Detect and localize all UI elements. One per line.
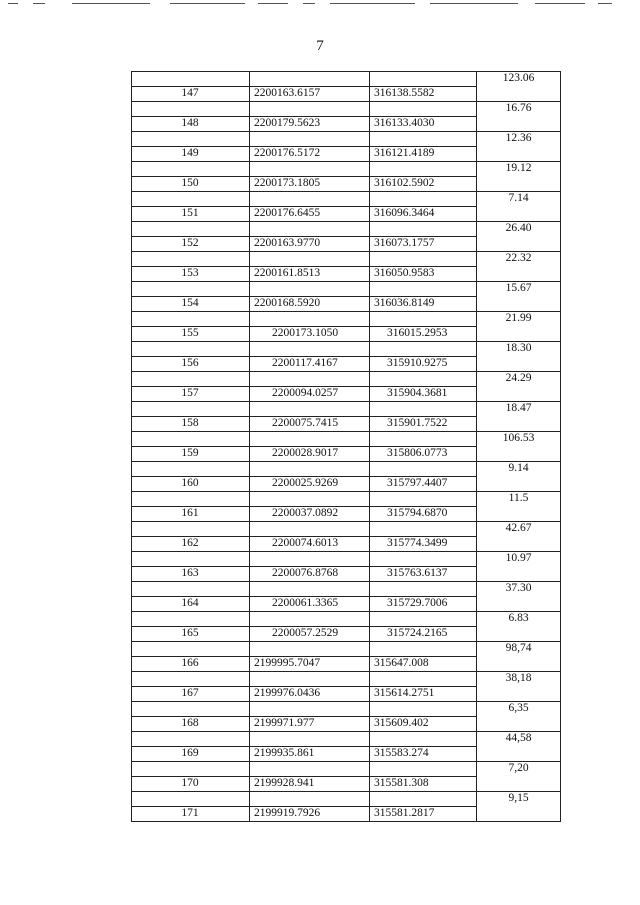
point-row [131,206,561,221]
point-number-cell: 170 [181,777,199,789]
point-row [131,596,561,611]
point-number-cell: 153 [181,267,199,279]
distance-row [131,521,561,536]
distance-cell: 18.47 [505,402,532,414]
y-coordinate-cell: 315806.0773 [387,447,448,459]
x-coordinate-cell: 2199976.0436 [254,687,321,699]
row-divider [131,146,476,147]
distance-cell: 16.76 [505,102,532,114]
page-number: 7 [316,38,324,54]
point-row [131,236,561,251]
x-coordinate-cell: 2199995.7047 [254,657,321,669]
distance-cell: 10.97 [505,552,532,564]
row-divider [131,236,476,237]
y-coordinate-cell: 315904.3681 [387,387,448,399]
row-divider [131,311,561,312]
point-row [131,626,561,641]
row-divider [131,536,476,537]
row-divider [131,641,561,642]
point-row [131,116,561,131]
row-divider [131,611,561,612]
distance-cell: 9,15 [508,792,529,804]
point-row [131,446,561,461]
distance-row [131,161,561,176]
x-coordinate-cell: 2199935.861 [254,747,315,759]
y-coordinate-cell: 315901.7522 [387,417,448,429]
distance-cell: 19.12 [505,162,532,174]
distance-cell: 18.30 [505,342,532,354]
point-number-cell: 168 [181,717,199,729]
point-number-cell: 165 [181,627,199,639]
point-number-cell: 171 [181,807,199,819]
row-divider [131,476,476,477]
x-coordinate-cell: 2200061.3365 [272,597,339,609]
row-divider [131,416,476,417]
row-divider [131,116,476,117]
row-divider [131,431,561,432]
row-divider [131,461,561,462]
distance-row [131,641,561,656]
x-coordinate-cell: 2200179.5623 [254,117,321,129]
y-coordinate-cell: 315794.6870 [387,507,448,519]
point-row [131,716,561,731]
distance-row [131,671,561,686]
distance-cell: 6,35 [508,702,529,714]
point-row [131,176,561,191]
row-divider [131,341,561,342]
row-divider [131,281,561,282]
distance-row [131,401,561,416]
distance-cell: 15.67 [505,282,532,294]
row-divider [131,371,561,372]
distance-row [131,431,561,446]
coordinates-table [131,71,561,821]
row-divider [131,491,561,492]
x-coordinate-cell: 2199919.7926 [254,807,321,819]
point-row [131,536,561,551]
distance-cell: 106.53 [502,432,535,444]
point-number-cell: 159 [181,447,199,459]
distance-cell: 38,18 [505,672,532,684]
distance-row [131,491,561,506]
point-number-cell: 149 [181,147,199,159]
row-divider [131,446,476,447]
row-divider [131,161,561,162]
point-number-cell: 160 [181,477,199,489]
x-coordinate-cell: 2199928.941 [254,777,315,789]
y-coordinate-cell: 316096.3464 [374,207,435,219]
x-coordinate-cell: 2199971.977 [254,717,315,729]
row-divider [131,326,476,327]
y-coordinate-cell: 316036.8149 [374,297,435,309]
distance-row [131,701,561,716]
row-divider [131,71,561,72]
y-coordinate-cell: 315583.274 [374,747,429,759]
row-divider [131,521,561,522]
row-divider [131,791,561,792]
x-coordinate-cell: 2200163.6157 [254,87,321,99]
row-divider [131,296,476,297]
row-divider [131,566,476,567]
point-row [131,386,561,401]
row-divider [131,656,476,657]
distance-row [131,311,561,326]
point-number-cell: 152 [181,237,199,249]
row-divider [131,761,561,762]
x-coordinate-cell: 2200163.9770 [254,237,321,249]
point-row [131,296,561,311]
point-row [131,746,561,761]
point-number-cell: 161 [181,507,199,519]
point-number-cell: 169 [181,747,199,759]
row-divider [131,221,561,222]
distance-row [131,101,561,116]
y-coordinate-cell: 315729.7006 [387,597,448,609]
row-divider [131,746,476,747]
distance-cell: 42.67 [505,522,532,534]
distance-cell: 98,74 [505,642,532,654]
x-coordinate-cell: 2200074.6013 [272,537,339,549]
point-number-cell: 147 [181,87,199,99]
x-coordinate-cell: 2200076.8768 [272,567,339,579]
x-coordinate-cell: 2200168.5920 [254,297,321,309]
point-row [131,326,561,341]
column-divider [560,71,561,822]
row-divider [131,506,476,507]
point-number-cell: 156 [181,357,199,369]
row-divider [131,596,476,597]
y-coordinate-cell: 315581.2817 [374,807,435,819]
y-coordinate-cell: 315647.008 [374,657,429,669]
y-coordinate-cell: 316121.4189 [374,147,435,159]
distance-row [131,131,561,146]
row-divider [131,716,476,717]
x-coordinate-cell: 2200094.0257 [272,387,339,399]
distance-cell: 21.99 [505,312,532,324]
point-row [131,566,561,581]
x-coordinate-cell: 2200075.7415 [272,417,339,429]
y-coordinate-cell: 315724.2165 [387,627,448,639]
row-divider [131,266,476,267]
point-number-cell: 151 [181,207,199,219]
y-coordinate-cell: 316073.1757 [374,237,435,249]
row-divider [131,671,561,672]
point-number-cell: 157 [181,387,199,399]
row-divider [131,626,476,627]
distance-row [131,281,561,296]
row-divider [131,101,561,102]
row-divider [131,821,561,822]
y-coordinate-cell: 315797.4407 [387,477,448,489]
distance-cell: 37.30 [505,582,532,594]
x-coordinate-cell: 2200176.6455 [254,207,321,219]
row-divider [131,401,561,402]
y-coordinate-cell: 315763.6137 [387,567,448,579]
point-row [131,476,561,491]
y-coordinate-cell: 316102.5902 [374,177,435,189]
y-coordinate-cell: 315910.9275 [387,357,448,369]
point-number-cell: 148 [181,117,199,129]
distance-row [131,551,561,566]
distance-row [131,581,561,596]
distance-row [131,371,561,386]
column-divider [249,71,250,822]
distance-row [131,221,561,236]
distance-cell: 24.29 [505,372,532,384]
row-divider [131,686,476,687]
y-coordinate-cell: 316138.5582 [374,87,435,99]
distance-cell: 26.40 [505,222,532,234]
point-number-cell: 163 [181,567,199,579]
distance-row [131,761,561,776]
row-divider [131,551,561,552]
row-divider [131,86,476,87]
row-divider [131,776,476,777]
point-number-cell: 155 [181,327,199,339]
x-coordinate-cell: 2200173.1050 [272,327,339,339]
column-divider [476,71,477,822]
row-divider [131,251,561,252]
x-coordinate-cell: 2200057.2529 [272,627,339,639]
distance-row [131,731,561,746]
row-divider [131,806,476,807]
row-divider [131,206,476,207]
distance-cell: 6.83 [508,612,529,624]
y-coordinate-cell: 316133.4030 [374,117,435,129]
distance-cell: 12.36 [505,132,532,144]
row-divider [131,581,561,582]
distance-row [131,341,561,356]
distance-cell: 44,58 [505,732,532,744]
point-row [131,416,561,431]
point-row [131,356,561,371]
point-row [131,806,561,821]
point-row [131,776,561,791]
point-number-cell: 158 [181,417,199,429]
point-number-cell: 167 [181,687,199,699]
distance-cell: 11.5 [508,492,529,504]
distance-row [131,71,561,86]
point-row [131,86,561,101]
y-coordinate-cell: 315614.2751 [374,687,435,699]
column-divider [131,71,132,822]
distance-cell: 22.32 [505,252,532,264]
row-divider [131,176,476,177]
row-divider [131,701,561,702]
point-row [131,686,561,701]
point-row [131,146,561,161]
y-coordinate-cell: 315581.308 [374,777,429,789]
distance-row [131,461,561,476]
x-coordinate-cell: 2200161.8513 [254,267,321,279]
distance-row [131,251,561,266]
distance-row [131,191,561,206]
distance-row [131,791,561,806]
row-divider [131,386,476,387]
point-number-cell: 154 [181,297,199,309]
column-divider [369,71,370,822]
top-edge-rule [0,3,640,4]
point-row [131,506,561,521]
y-coordinate-cell: 315774.3499 [387,537,448,549]
x-coordinate-cell: 2200173.1805 [254,177,321,189]
point-number-cell: 150 [181,177,199,189]
point-number-cell: 164 [181,597,199,609]
y-coordinate-cell: 316015.2953 [387,327,448,339]
distance-cell: 7.14 [508,192,529,204]
x-coordinate-cell: 2200025.9269 [272,477,339,489]
distance-cell: 123.06 [502,72,535,84]
row-divider [131,131,561,132]
y-coordinate-cell: 316050.9583 [374,267,435,279]
point-row [131,656,561,671]
point-number-cell: 166 [181,657,199,669]
distance-cell: 9.14 [508,462,529,474]
x-coordinate-cell: 2200117.4167 [272,357,338,369]
point-row [131,266,561,281]
y-coordinate-cell: 315609.402 [374,717,429,729]
x-coordinate-cell: 2200028.9017 [272,447,339,459]
distance-row [131,611,561,626]
row-divider [131,731,561,732]
x-coordinate-cell: 2200176.5172 [254,147,321,159]
x-coordinate-cell: 2200037.0892 [272,507,339,519]
row-divider [131,191,561,192]
distance-cell: 7,20 [508,762,529,774]
row-divider [131,356,476,357]
point-number-cell: 162 [181,537,199,549]
